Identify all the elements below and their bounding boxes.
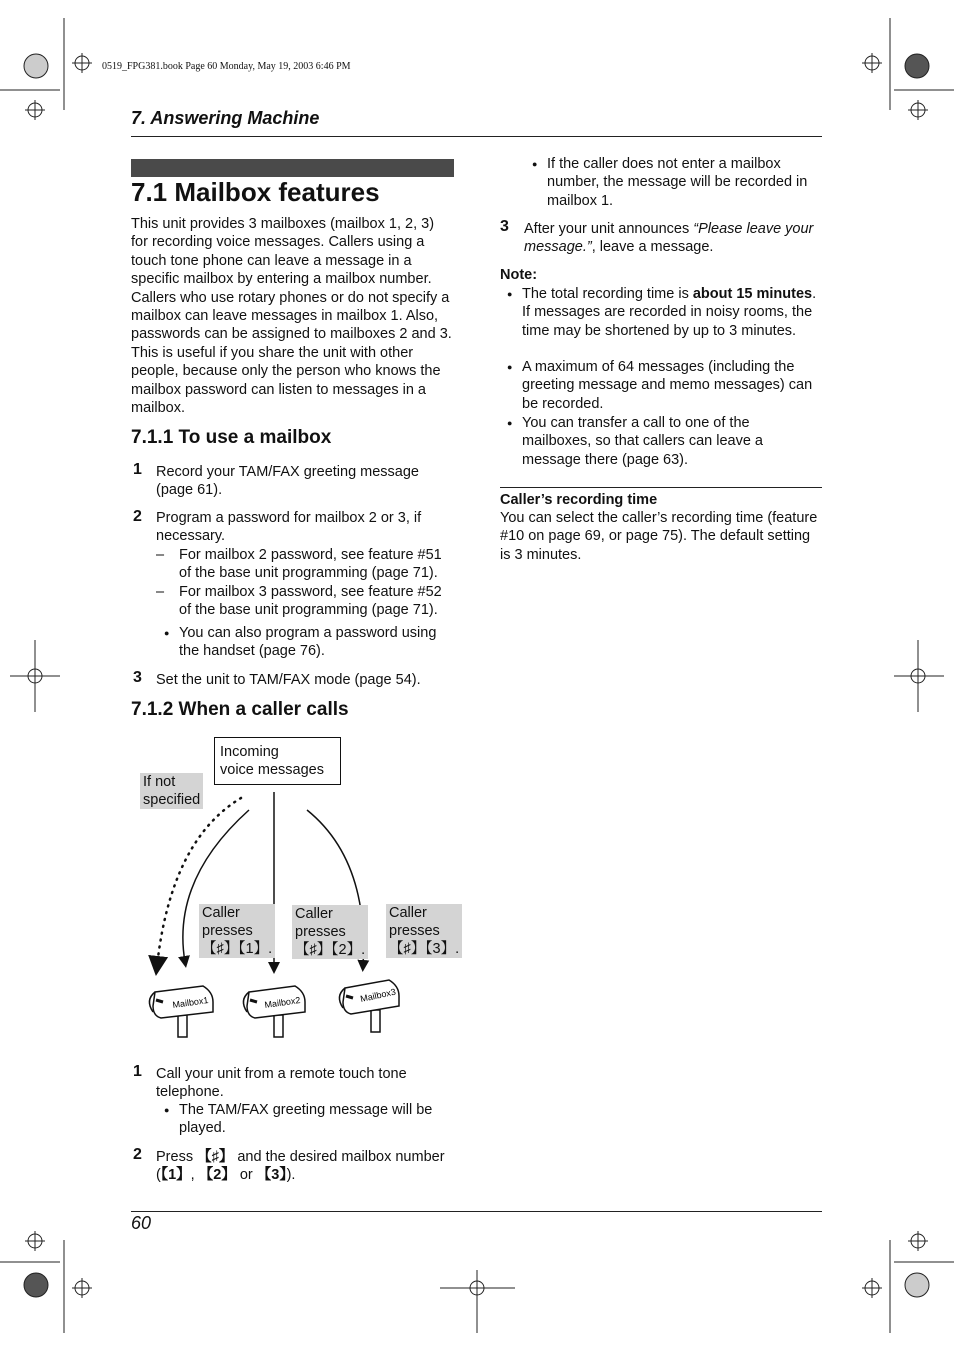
step-number: 2 — [133, 1146, 142, 1163]
step-number: 1 — [133, 1063, 142, 1080]
step-text: Set the unit to TAM/FAX mode (page 54). — [156, 672, 421, 688]
dash-item: – For mailbox 3 password, see feature #52 of the base unit programming (page 71). — [179, 583, 455, 620]
print-header: 0519_FPG381.book Page 60 Monday, May 19, 2003 6:46 PM — [102, 61, 351, 72]
note-item: ● A maximum of 64 messages (including the greeting message and memo messages) can be recorded. — [522, 358, 822, 413]
step-number: 3 — [133, 669, 142, 686]
page-number: 60 — [131, 1213, 152, 1233]
step-text: Program a password for mailbox 2 or 3, if necessary. — [156, 510, 422, 545]
bullet-item: ● If the caller does not enter a mailbox number, the message will be recorded in mailbox 1. — [547, 155, 823, 210]
section-title: 7. Answering Machine — [131, 108, 320, 128]
bullet-item: ● You can also program a password using the handset (page 76). — [179, 624, 455, 661]
mailbox-2-icon — [243, 986, 305, 1037]
quote: “Please leave your message.” — [524, 221, 814, 256]
incoming-line-2: voice messages — [220, 762, 324, 778]
crt-body: You can select the caller’s recording time (feature #10 on page 69, or page 75). The default setting is 3 minutes. — [500, 510, 818, 563]
page-title: 7.1 Mailbox features — [131, 177, 380, 207]
text-run: , — [190, 1167, 199, 1184]
callout-line: presses — [202, 923, 253, 939]
step-text — [156, 1148, 456, 1185]
step-number: 1 — [133, 461, 142, 478]
text-run: . If messages are recorded in noisy rooms, the time may be shortened by up to 3 minutes. — [522, 286, 817, 339]
crt-title: Caller’s recording time — [500, 492, 658, 508]
text-run: or — [235, 1167, 257, 1184]
caller-presses-1-callout — [199, 904, 275, 958]
mailbox-3-label: Mailbox3 — [359, 986, 397, 1004]
note-item: ● You can transfer a call to one of the mailboxes, so that callers can leave a message there (page 63). — [522, 414, 822, 469]
key-3: 【3】 — [256, 1167, 287, 1184]
callout-keys: 【♯】【2】. — [295, 942, 366, 958]
callout-keys: 【♯】【1】. — [202, 941, 273, 957]
callout-line: Caller — [202, 905, 240, 921]
callout-line: specified — [143, 792, 201, 808]
key-hash: 【♯】 — [197, 1149, 234, 1165]
callout-keys: 【♯】【3】. — [389, 941, 460, 957]
text-run: and the desired mailbox number ( — [156, 1149, 445, 1184]
footer-rule — [131, 1211, 822, 1212]
subsection-title-1: 7.1.1 To use a mailbox — [131, 427, 332, 448]
text-run: , leave a message. — [591, 239, 714, 256]
callout-line: presses — [295, 924, 346, 940]
if-not-specified-callout — [140, 773, 203, 809]
intro-paragraph: This unit provides 3 mailboxes (mailbox 1, 2, 3) for recording voice messages. Callers using a touch tone phone can leave a message in a specific mailbox by entering a mailbox number. Callers who use rotary phones or do not specify a mailbox can leave messages in mailbox 1. Also, passwords can be assigned to mailboxes 2 and 3. This is useful if you share the unit with other people, because only the person who knows the mailbox password can listen to messages in a mailbox. — [131, 216, 452, 417]
note-item — [522, 285, 822, 340]
caller-presses-3-callout — [386, 904, 462, 958]
header-rule — [131, 136, 822, 137]
text-run: Press — [156, 1149, 198, 1165]
key-2: 【2】 — [198, 1167, 236, 1184]
key-1: 【1】 — [160, 1167, 191, 1184]
text-run: The total recording time is — [522, 286, 693, 302]
callout-line: Caller — [295, 906, 333, 922]
subsection-title-2: 7.1.2 When a caller calls — [131, 699, 349, 720]
caller-presses-2-callout — [292, 905, 368, 959]
step-text: Call your unit from a remote touch tone telephone. — [156, 1066, 407, 1101]
step-number: 3 — [500, 218, 509, 235]
callout-line: presses — [389, 923, 440, 939]
callout-line: If not — [143, 774, 176, 790]
incoming-line-1: Incoming — [220, 744, 279, 760]
bullet-item: ● The TAM/FAX greeting message will be played. — [179, 1101, 455, 1138]
note-label: Note: — [500, 267, 538, 283]
text-run: ). — [286, 1167, 296, 1184]
callout-line: Caller — [389, 905, 427, 921]
heading-bar — [131, 159, 454, 177]
text-run: After your unit announces — [524, 221, 694, 237]
step-text — [524, 220, 824, 257]
step-number: 2 — [133, 508, 142, 525]
text-run-bold: about 15 minutes — [692, 286, 813, 302]
mailbox-1-icon — [149, 986, 213, 1037]
dash-item: – For mailbox 2 password, see feature #51 of the base unit programming (page 71). — [179, 546, 455, 583]
incoming-messages-box — [214, 737, 341, 785]
mailbox-2-label: Mailbox2 — [263, 995, 301, 1010]
section-divider — [500, 487, 822, 488]
mailbox-1-label: Mailbox1 — [171, 995, 209, 1010]
step-text: Record your TAM/FAX greeting message (page 61). — [156, 464, 419, 499]
